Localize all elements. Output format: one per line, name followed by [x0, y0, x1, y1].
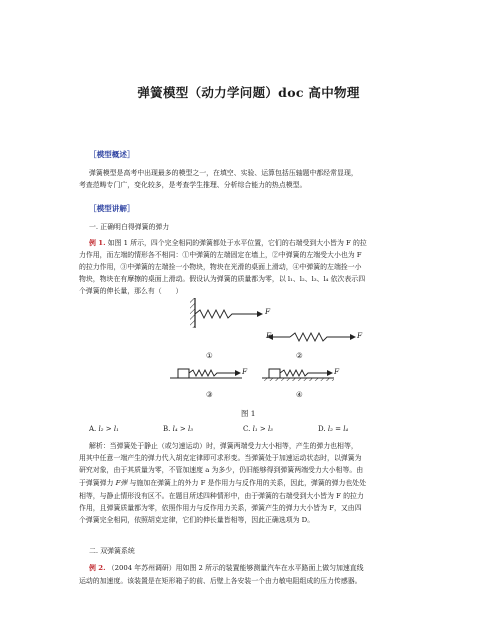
spring-1-coil	[195, 310, 240, 318]
option-b-letter: B.	[163, 425, 171, 433]
force-label-2-right: F	[357, 331, 363, 340]
option-c-expression: l₁ > l₃	[252, 425, 273, 433]
subheading-1: 一. 正确明白得弹簧的弹力	[89, 223, 170, 231]
example-1-line-5: 个弹簧的伸长量，那么有（ ）	[79, 287, 183, 295]
example-1-label: 例 1.	[89, 239, 106, 247]
force-label-2-left: F	[266, 331, 272, 340]
subheading-2: 二. 双弹簧系统	[89, 547, 135, 555]
option-b	[163, 425, 193, 433]
wall-hatch	[190, 298, 195, 328]
option-a	[89, 425, 119, 433]
example-2-label: 例 2.	[89, 564, 106, 572]
option-a-expression: l₂ > l₁	[98, 425, 119, 433]
force-label-3: F	[242, 367, 248, 376]
page-title: 弹簧模型（动力学问题）doc 高中物理	[137, 85, 360, 100]
force-label-4: F	[334, 367, 340, 376]
option-d	[318, 425, 348, 433]
option-d-expression: l₂ = l₄	[327, 425, 349, 433]
example-2-text-1: （2004 年苏州调研）用如图 2 所示的装置能够测量汽车在水平路面上做匀加速直线	[107, 564, 364, 572]
block-3	[178, 369, 189, 378]
figure-1-caption: 图 1	[241, 409, 256, 418]
force-label-1: F	[265, 307, 271, 316]
example-2-line-2: 运动的加速度。该装置是在矩形箱子的前、后壁上各安装一个由力敏电阻组成的压力传感器。	[79, 577, 362, 585]
spring-3-coil	[189, 370, 222, 376]
overview-line-2: 考查范畴专门广，变化较多，是考查学生推理、分析综合能力的热点模型。	[79, 181, 307, 189]
section-explain-heading: ［模型讲解］	[89, 204, 135, 213]
option-c-letter: C.	[243, 425, 251, 433]
figure-number-3: ③	[206, 390, 213, 399]
figure-number-1: ①	[206, 351, 213, 360]
option-c	[243, 425, 273, 433]
spring-4-diagram	[262, 369, 334, 381]
solution-line-5: 相等，与静止情形没有区不。在题目所述四种情形中，由于弹簧的右端受到大小皆为 F 的拉力	[79, 492, 364, 500]
solution-line-3: 研究对象，由于其质量为零，不管加速度 a 为多少，仍旧能够得到弹簧两端受力大小相等。由	[79, 466, 364, 474]
option-a-letter: A.	[89, 425, 97, 433]
solution-line-6: 作用，且弹簧质量都为零，依照作用力与反作用力关系，弹簧产生的弹力大小皆为 F，又由四	[79, 504, 362, 512]
example-1-line-2: 力作用，而左端的情形各不相同：①中弹簧的左端固定在墙上，②中弹簧的左端受大小也为 F	[79, 251, 362, 259]
solution-line-4-end: 与施加在弹簧上的外力 F 是作用力与反作用的关系，因此，弹簧的弹力也处处	[129, 479, 367, 487]
option-d-letter: D.	[318, 425, 326, 433]
option-b-expression: l₄ > l₃	[172, 425, 194, 433]
overview-line-1: 弹簧模型是高考中出现最多的模型之一，在填空、实验、运算包括压轴题中都经常显现，	[89, 169, 358, 177]
block-4	[269, 369, 280, 378]
spring-force-symbol: F弹	[115, 479, 128, 487]
solution-line-2: 用其中任意一端产生的弹力代入胡克定律即可求形变。当弹簧处于加速运动状态时，以弹簧为	[79, 454, 362, 462]
spring-3-diagram	[170, 369, 242, 378]
solution-line-1: 解析：当弹簧处于静止（或匀速运动）时，弹簧两端受力大小相等，产生的弹力也相等，	[89, 442, 358, 450]
solution-line-7: 个弹簧完全相同，依照胡克定律，它们的伸长量皆相等，因此正确选项为 D。	[79, 516, 315, 524]
example-1-text-1: 如图 1 所示，四个完全相同的弹簧都处于水平位置，它们的右端受到大小皆为 F 的拉	[107, 239, 367, 247]
solution-line-4-start: 于弹簧弹力	[79, 479, 114, 487]
example-1-line-4: 物块，物块在有摩擦的桌面上滑动。假设认为弹簧的质量都为零，以 l₁、l₂、l₃、l₄ 依次表示四	[79, 275, 366, 283]
example-1-line-3: 的拉力作用，③中弹簧的左端拴一小物块，物块在光滑的桌面上滑动，④中弹簧的左端拴一小	[79, 263, 362, 271]
spring-2-diagram	[268, 333, 355, 341]
spring-4-coil	[280, 370, 313, 376]
figure-number-4: ④	[296, 390, 303, 399]
solution-line-4	[79, 477, 366, 487]
spring-2-coil	[290, 333, 332, 341]
example-2-line-1	[89, 562, 364, 572]
figure-number-2: ②	[296, 351, 303, 360]
section-overview-heading: ［模型概述］	[89, 150, 135, 159]
spring-1-diagram	[190, 298, 262, 328]
